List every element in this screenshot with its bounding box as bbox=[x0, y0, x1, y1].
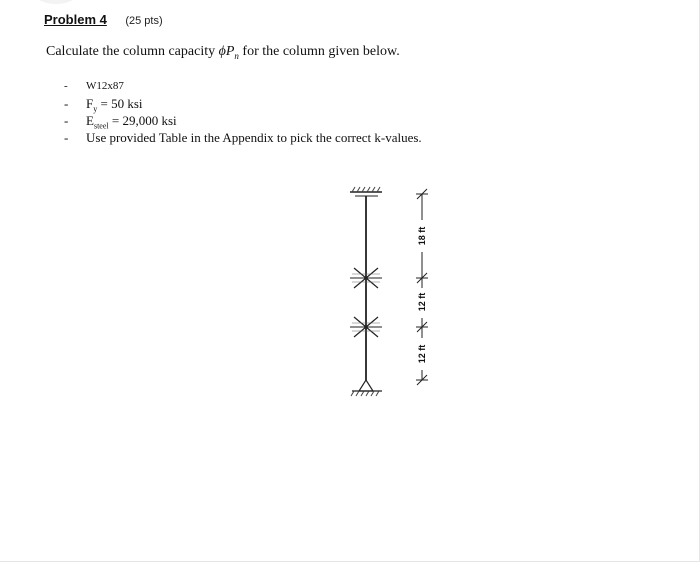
fy-subscript: y bbox=[93, 104, 98, 114]
e-value: = 29,000 ksi bbox=[108, 113, 177, 128]
p-symbol: P bbox=[225, 44, 235, 59]
statement-prefix: Calculate the column capacity bbox=[46, 44, 219, 59]
bullet-dash: - bbox=[64, 113, 69, 128]
e-symbol: E bbox=[86, 113, 94, 128]
list-item-fy bbox=[64, 95, 422, 112]
fy-value: = 50 ksi bbox=[97, 96, 143, 111]
list-item-esteel bbox=[64, 112, 422, 129]
problem-title: Problem 4 bbox=[44, 12, 107, 27]
statement-suffix: for the column given below. bbox=[238, 44, 400, 59]
column-diagram bbox=[330, 180, 460, 410]
fixed-support-top bbox=[350, 187, 382, 196]
dim-label-middle: 12 ft bbox=[417, 292, 427, 312]
bullet-dash: - bbox=[64, 96, 69, 111]
pin-support-bottom bbox=[351, 380, 382, 396]
list-item-section bbox=[64, 78, 422, 95]
bullet-dash: - bbox=[64, 80, 68, 92]
fy-symbol: F bbox=[86, 96, 94, 111]
given-data-list bbox=[64, 78, 422, 146]
problem-points: (25 pts) bbox=[125, 15, 163, 27]
problem-statement bbox=[46, 44, 400, 61]
list-item-table-note bbox=[64, 129, 422, 146]
section-label: W12x87 bbox=[86, 80, 124, 92]
phi-symbol: ϕ bbox=[218, 44, 226, 59]
n-subscript: n bbox=[234, 50, 239, 61]
problem-header bbox=[44, 11, 163, 29]
bullet-dash: - bbox=[64, 130, 69, 145]
dim-label-bottom: 12 ft bbox=[417, 344, 427, 364]
dim-label-top: 18 ft bbox=[417, 226, 427, 246]
table-note: Use provided Table in the Appendix to pick the correct k-values. bbox=[86, 130, 422, 145]
e-subscript: steel bbox=[93, 121, 109, 131]
